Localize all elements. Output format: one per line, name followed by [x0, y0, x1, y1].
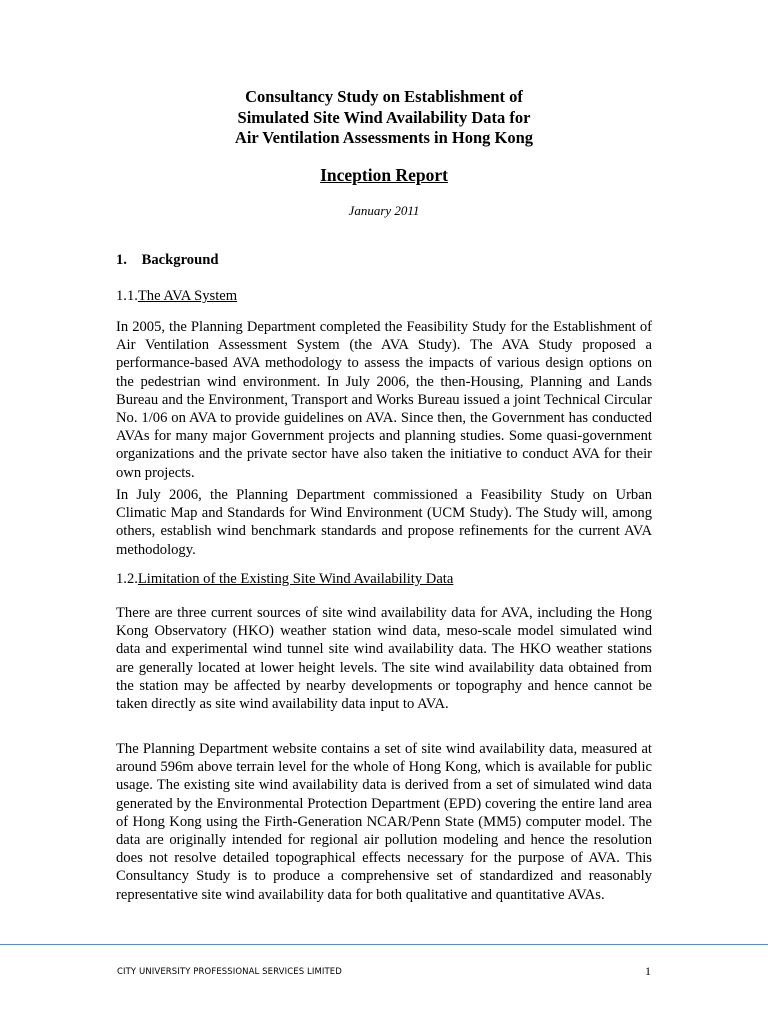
paragraph-text: The Planning Department website contains a set of site wind availability data, measured at around 596m above terrain level for the whole of Hong Kong, which is available for public usage. The existing site wind availability data is derived from a set of simulated wind data generated by the Environmental Protection Department (EPD) covering the entire land area of Hong Kong using the Firth-Generation NCAR/Penn State (MM5) computer model. The data are originally intended for regional air pollution modeling and hence the resolution does not resolve detailed topographical effects necessary for the purpose of AVA. This Consultancy Study is to produce a comprehensive set of standardized and reasonably representative site wind availability data for both qualitative and quantitative AVAs. — [116, 741, 652, 903]
paragraph — [116, 604, 652, 713]
section-heading — [116, 252, 218, 269]
title-line-2: Simulated Site Wind Availability Data for — [237, 107, 531, 127]
subsection-number: 1.2. — [116, 571, 138, 587]
footer-organization: CITY UNIVERSITY PROFESSIONAL SERVICES LIMITED — [117, 967, 342, 977]
title-line-1: Consultancy Study on Establishment of — [245, 87, 523, 106]
page-number: 1 — [645, 964, 651, 978]
subsection-title: Limitation of the Existing Site Wind Availability Data — [137, 571, 454, 587]
subsection-heading-1-2 — [116, 571, 453, 588]
paragraph — [116, 318, 652, 482]
title-line-3: Air Ventilation Assessments in Hong Kong — [234, 128, 534, 147]
section-title: Background — [141, 252, 219, 268]
report-date: January 2011 — [348, 203, 420, 218]
paragraph — [116, 486, 652, 559]
paragraph-text: There are three current sources of site wind availability data for AVA, including the Hong Kong Observatory (HKO) weather station wind data, meso-scale model simulated wind data and experimental wind tunnel site wind availability data. The HKO weather stations are generally located at lower height levels. The site wind availability data obtained from the station may be affected by nearby developments or topography and hence cannot be taken directly as site wind availability data input to AVA. — [116, 605, 652, 713]
subsection-heading-1-1 — [116, 288, 237, 305]
subsection-number: 1.1. — [116, 288, 138, 304]
footer-divider — [0, 944, 768, 945]
paragraph — [116, 740, 652, 904]
section-number: 1. — [116, 252, 127, 268]
paragraph-text: In 2005, the Planning Department completed the Feasibility Study for the Establishment of Air Ventilation Assessment System (the AVA Study). The AVA Study proposed a performance-based AVA methodology to assess the impacts of various design options on the pedestrian wind environment. In July 2006, the then-Housing, Planning and Lands Bureau and the Environment, Transport and Works Bureau issued a joint Technical Circular No. 1/06 on AVA to provide guidelines on AVA. Since then, the Government has conducted AVAs for many major Government projects and planning studies. Some quasi-government organizations and the private sector have also taken the initiative to conduct AVA for their own projects. — [116, 319, 652, 481]
report-title: Inception Report — [320, 165, 448, 185]
paragraph-text: In July 2006, the Planning Department commissioned a Feasibility Study on Urban Climatic Map and Standards for Wind Environment (UCM Study). The Study will, among others, establish wind benchmark standards and propose refinements for the current AVA methodology. — [116, 487, 652, 558]
subsection-title: The AVA System — [137, 288, 238, 304]
document-title — [0, 87, 768, 149]
